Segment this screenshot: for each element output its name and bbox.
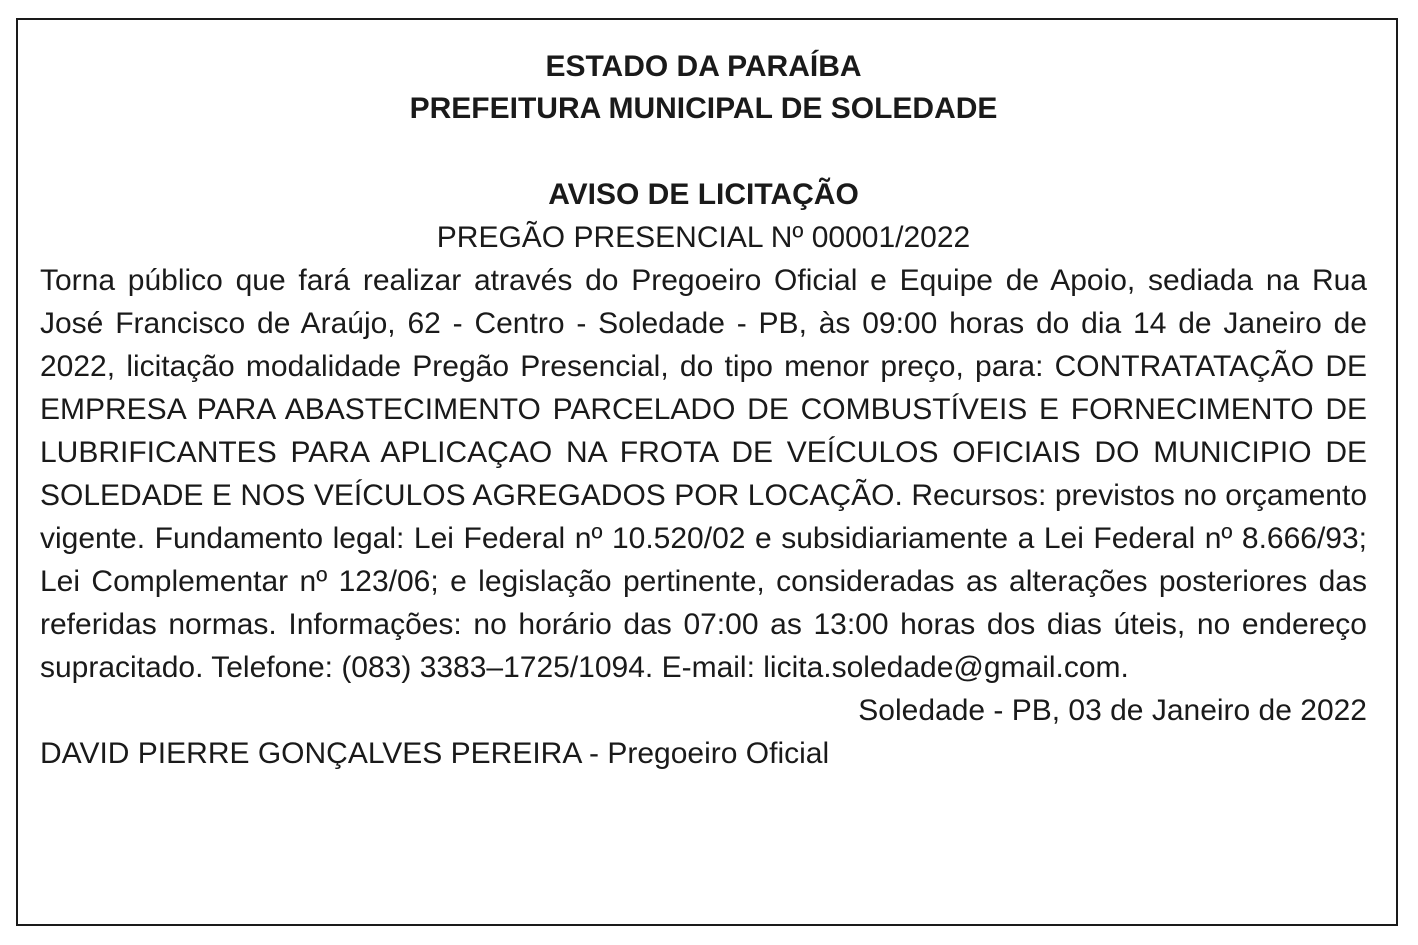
municipality-heading: PREFEITURA MUNICIPAL DE SOLEDADE bbox=[409, 92, 998, 125]
state-heading: ESTADO DA PARAÍBA bbox=[545, 50, 862, 83]
signature: DAVID PIERRE GONÇALVES PEREIRA - Pregoeiro Oficial bbox=[40, 737, 830, 770]
notice-content bbox=[40, 46, 1367, 775]
notice-title: AVISO DE LICITAÇÃO bbox=[548, 178, 859, 211]
place-date: Soledade - PB, 03 de Janeiro de 2022 bbox=[858, 694, 1367, 727]
notice-body: Torna público que fará realizar através do Pregoeiro Oficial e Equipe de Apoio, sediada na Rua José Francisco de Araújo, 62 - Centro - Soledade - PB, às 09:00 horas do dia 14 de Janeiro de 2022, licitação modalidade Pregão Presencial, do tipo menor preço, para: CONTRATATAÇÃO DE EMPRESA PARA ABASTECIMENTO PARCELADO DE COMBUSTÍVEIS E FORNECIMENTO DE LUBRIFICANTES PARA APLICAÇAO NA FROTA DE VEÍCULOS OFICIAIS DO MUNICIPIO DE SOLEDADE E NOS VEÍCULOS AGREGADOS POR LOCAÇÃO. Recursos: previstos no orçamento vigente. Fundamento legal: Lei Federal nº 10.520/02 e subsidiariamente a Lei Federal nº 8.666/93; Lei Complementar nº 123/06; e legislação pertinente, consideradas as alterações posteriores das referidas normas. Informações: no horário das 07:00 as 13:00 horas dos dias úteis, no endereço supracitado. Telefone: (083) 3383–1725/1094. E-mail: licita.soledade@gmail.com. bbox=[40, 264, 1367, 684]
process-number: PREGÃO PRESENCIAL Nº 00001/2022 bbox=[436, 221, 971, 254]
spacer bbox=[40, 130, 1367, 173]
